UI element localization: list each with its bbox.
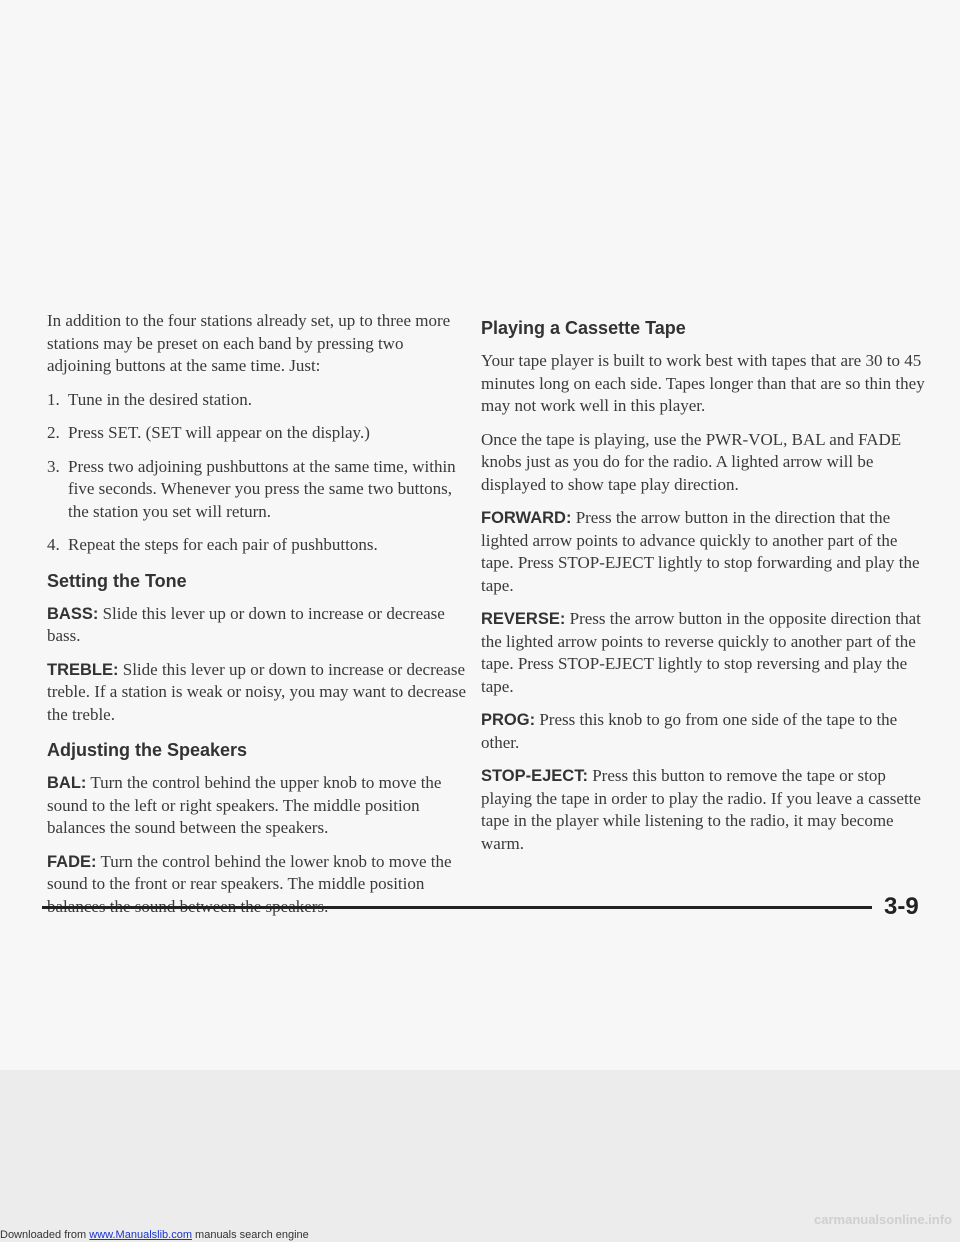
list-item [47, 456, 467, 524]
forward-term: FORWARD: [481, 509, 572, 527]
download-footer [0, 1228, 960, 1242]
treble-paragraph [47, 659, 467, 727]
page-number: 3-9 [884, 893, 919, 920]
stop-eject-text: Press this button to remove the tape or stop playing the tape in order to play the radio. If you leave a cassette tape in the player while listening to the radio, it may become warm. [481, 766, 921, 853]
bal-paragraph [47, 772, 467, 840]
prog-term: PROG: [481, 711, 536, 729]
fade-text: Turn the control behind the lower knob to move the sound to the front or rear speakers. The middle position [47, 851, 452, 893]
right-column [481, 318, 931, 866]
list-item [47, 422, 467, 445]
step-number: 1. [47, 389, 60, 409]
stop-eject-term: STOP-EJECT: [481, 767, 588, 785]
step-text: Press SET. (SET will appear on the display.) [68, 423, 370, 442]
cassette-heading: Playing a Cassette Tape [481, 318, 686, 338]
stop-eject-paragraph [481, 765, 931, 855]
bal-term: BAL: [47, 774, 87, 792]
footer-prefix: Downloaded from [0, 1229, 90, 1241]
list-item [47, 534, 467, 557]
step-text: Tune in the desired station. [68, 389, 252, 409]
page-divider [42, 906, 872, 909]
treble-text: Slide this lever up or down to increase or decrease treble. If a station is weak or noisy, you may want to decrease the treble. [47, 659, 467, 724]
prog-text: Press this knob to go from one side of the tape to the other. [481, 710, 898, 752]
step-text: Repeat the steps for each pair of pushbuttons. [68, 535, 378, 554]
step-number: 3. [47, 456, 60, 476]
step-number: 4. [47, 535, 60, 554]
bass-paragraph [47, 603, 467, 648]
bal-text: Turn the control behind the upper knob to move the sound to the left or right speakers. The middle position balances the sound between the speakers. [47, 773, 442, 837]
fade-term: FADE: [47, 852, 97, 871]
tape-knobs-paragraph: Once the tape is playing, use the PWR-VOL, BAL and FADE knobs just as you do for the radio. A lighted arrow will be displayed to show tape play direction. [481, 429, 902, 494]
preset-steps-list [47, 389, 467, 557]
step-text: Press two adjoining pushbuttons at the same time, within five seconds. Whenever you press the same two buttons, the station you set will return. [68, 456, 456, 521]
intro-paragraph: In addition to the four stations already set, up to three more stations may be preset on each band by pressing two adjoining buttons at the same time. Just: [47, 311, 451, 375]
forward-paragraph [481, 507, 931, 597]
manualslib-link[interactable]: www.Manualslib.com [89, 1229, 192, 1241]
reverse-term: REVERSE: [481, 610, 566, 628]
bass-term: BASS: [47, 604, 99, 623]
prog-paragraph [481, 709, 931, 754]
footer-suffix: manuals search engine [191, 1229, 309, 1241]
speakers-heading: Adjusting the Speakers [47, 740, 248, 760]
treble-term: TREBLE: [47, 660, 119, 679]
tape-intro-paragraph: Your tape player is built to work best with tapes that are 30 to 45 minutes long on each side. Tapes longer than that are so thin they may not work well in this player. [481, 351, 925, 415]
left-column [47, 310, 467, 929]
forward-text: Press the arrow button in the direction that the lighted arrow points to advance quickly to another part of the tape. Press STOP-EJECT lightly to stop forwarding and play the tape. [481, 508, 920, 595]
tone-heading: Setting the Tone [47, 570, 187, 591]
reverse-text: Press the arrow button in the opposite direction that the lighted arrow points to reverse quickly to another part of the tape. Press STOP-EJECT lightly to stop reversing and play the tape. [481, 609, 921, 696]
reverse-paragraph [481, 608, 931, 698]
watermark: carmanualsonline.info [814, 1212, 952, 1227]
step-number: 2. [47, 423, 60, 442]
bass-text: Slide this lever up or down to increase or decrease bass. [47, 603, 445, 645]
list-item [47, 389, 467, 412]
